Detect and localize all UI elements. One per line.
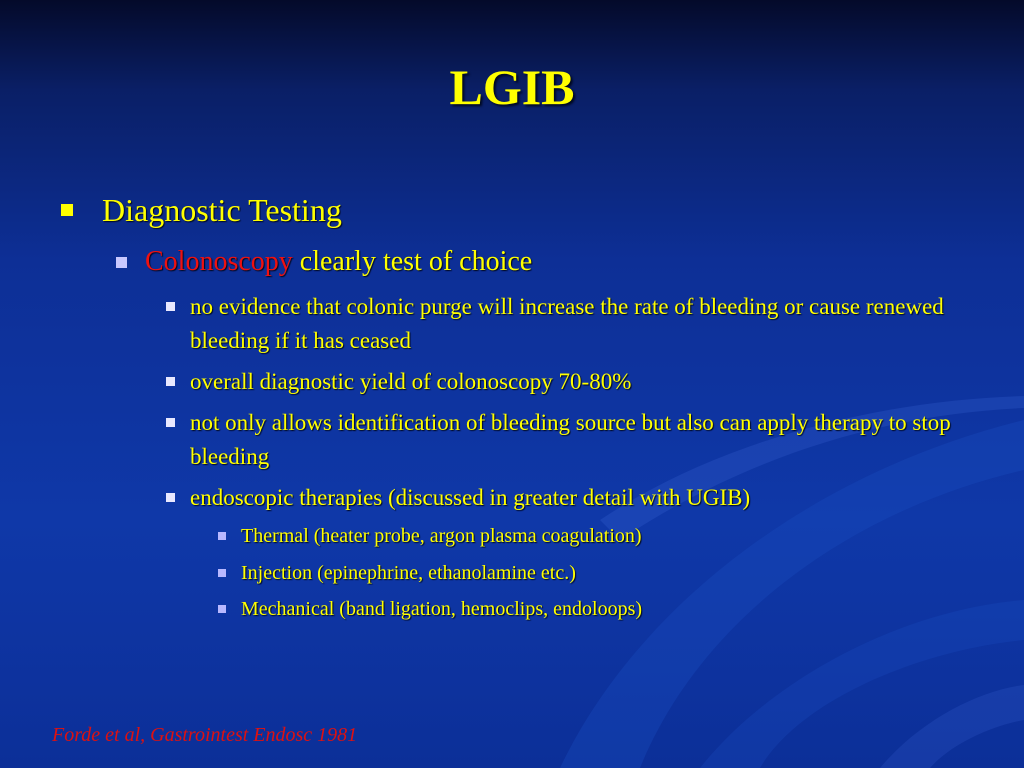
square-bullet-icon [166, 302, 175, 311]
square-bullet-icon [218, 532, 226, 540]
square-bullet-icon [166, 377, 175, 386]
bullet-text: Mechanical (band ligation, hemoclips, endoloops) [241, 598, 643, 620]
square-bullet-icon [166, 418, 175, 427]
sub-sub-bullet-thermal [218, 523, 978, 549]
bullet-text: endoscopic therapies (discussed in greater detail with UGIB) [190, 485, 751, 510]
bullet-text: not only allows identification of bleeding source but also can apply therapy to stop bleeding [190, 410, 951, 469]
square-bullet-icon [116, 257, 127, 268]
slide-title: LGIB [449, 59, 575, 115]
sub-bullet-identification-therapy [166, 406, 956, 474]
sub-bullet-diagnostic-yield [166, 365, 956, 399]
sub-sub-bullet-injection [218, 560, 978, 586]
bullet-text: Diagnostic Testing [102, 192, 342, 228]
bullet-colonoscopy [116, 244, 532, 280]
bullet-text: clearly test of choice [292, 246, 533, 277]
bullet-text-group [145, 246, 532, 277]
sub-sub-bullet-mechanical [218, 596, 978, 622]
square-bullet-icon [218, 569, 226, 577]
highlight-colonoscopy: Colonoscopy [145, 246, 293, 277]
bullet-text: overall diagnostic yield of colonoscopy 70-80% [190, 369, 632, 394]
sub-bullet-colonic-purge [166, 290, 956, 358]
bullet-text: no evidence that colonic purge will increase the rate of bleeding or cause renewed bleeding if it has ceased [190, 294, 944, 353]
square-bullet-icon [218, 605, 226, 613]
square-bullet-icon [61, 204, 73, 216]
bullet-text: Injection (epinephrine, ethanolamine etc.) [241, 562, 576, 584]
bullet-text: Thermal (heater probe, argon plasma coagulation) [241, 525, 642, 547]
square-bullet-icon [166, 493, 175, 502]
sub-bullet-endoscopic-therapies [166, 481, 956, 515]
citation-reference: Forde et al, Gastrointest Endosc 1981 [52, 724, 358, 746]
bullet-diagnostic-testing [64, 190, 342, 230]
